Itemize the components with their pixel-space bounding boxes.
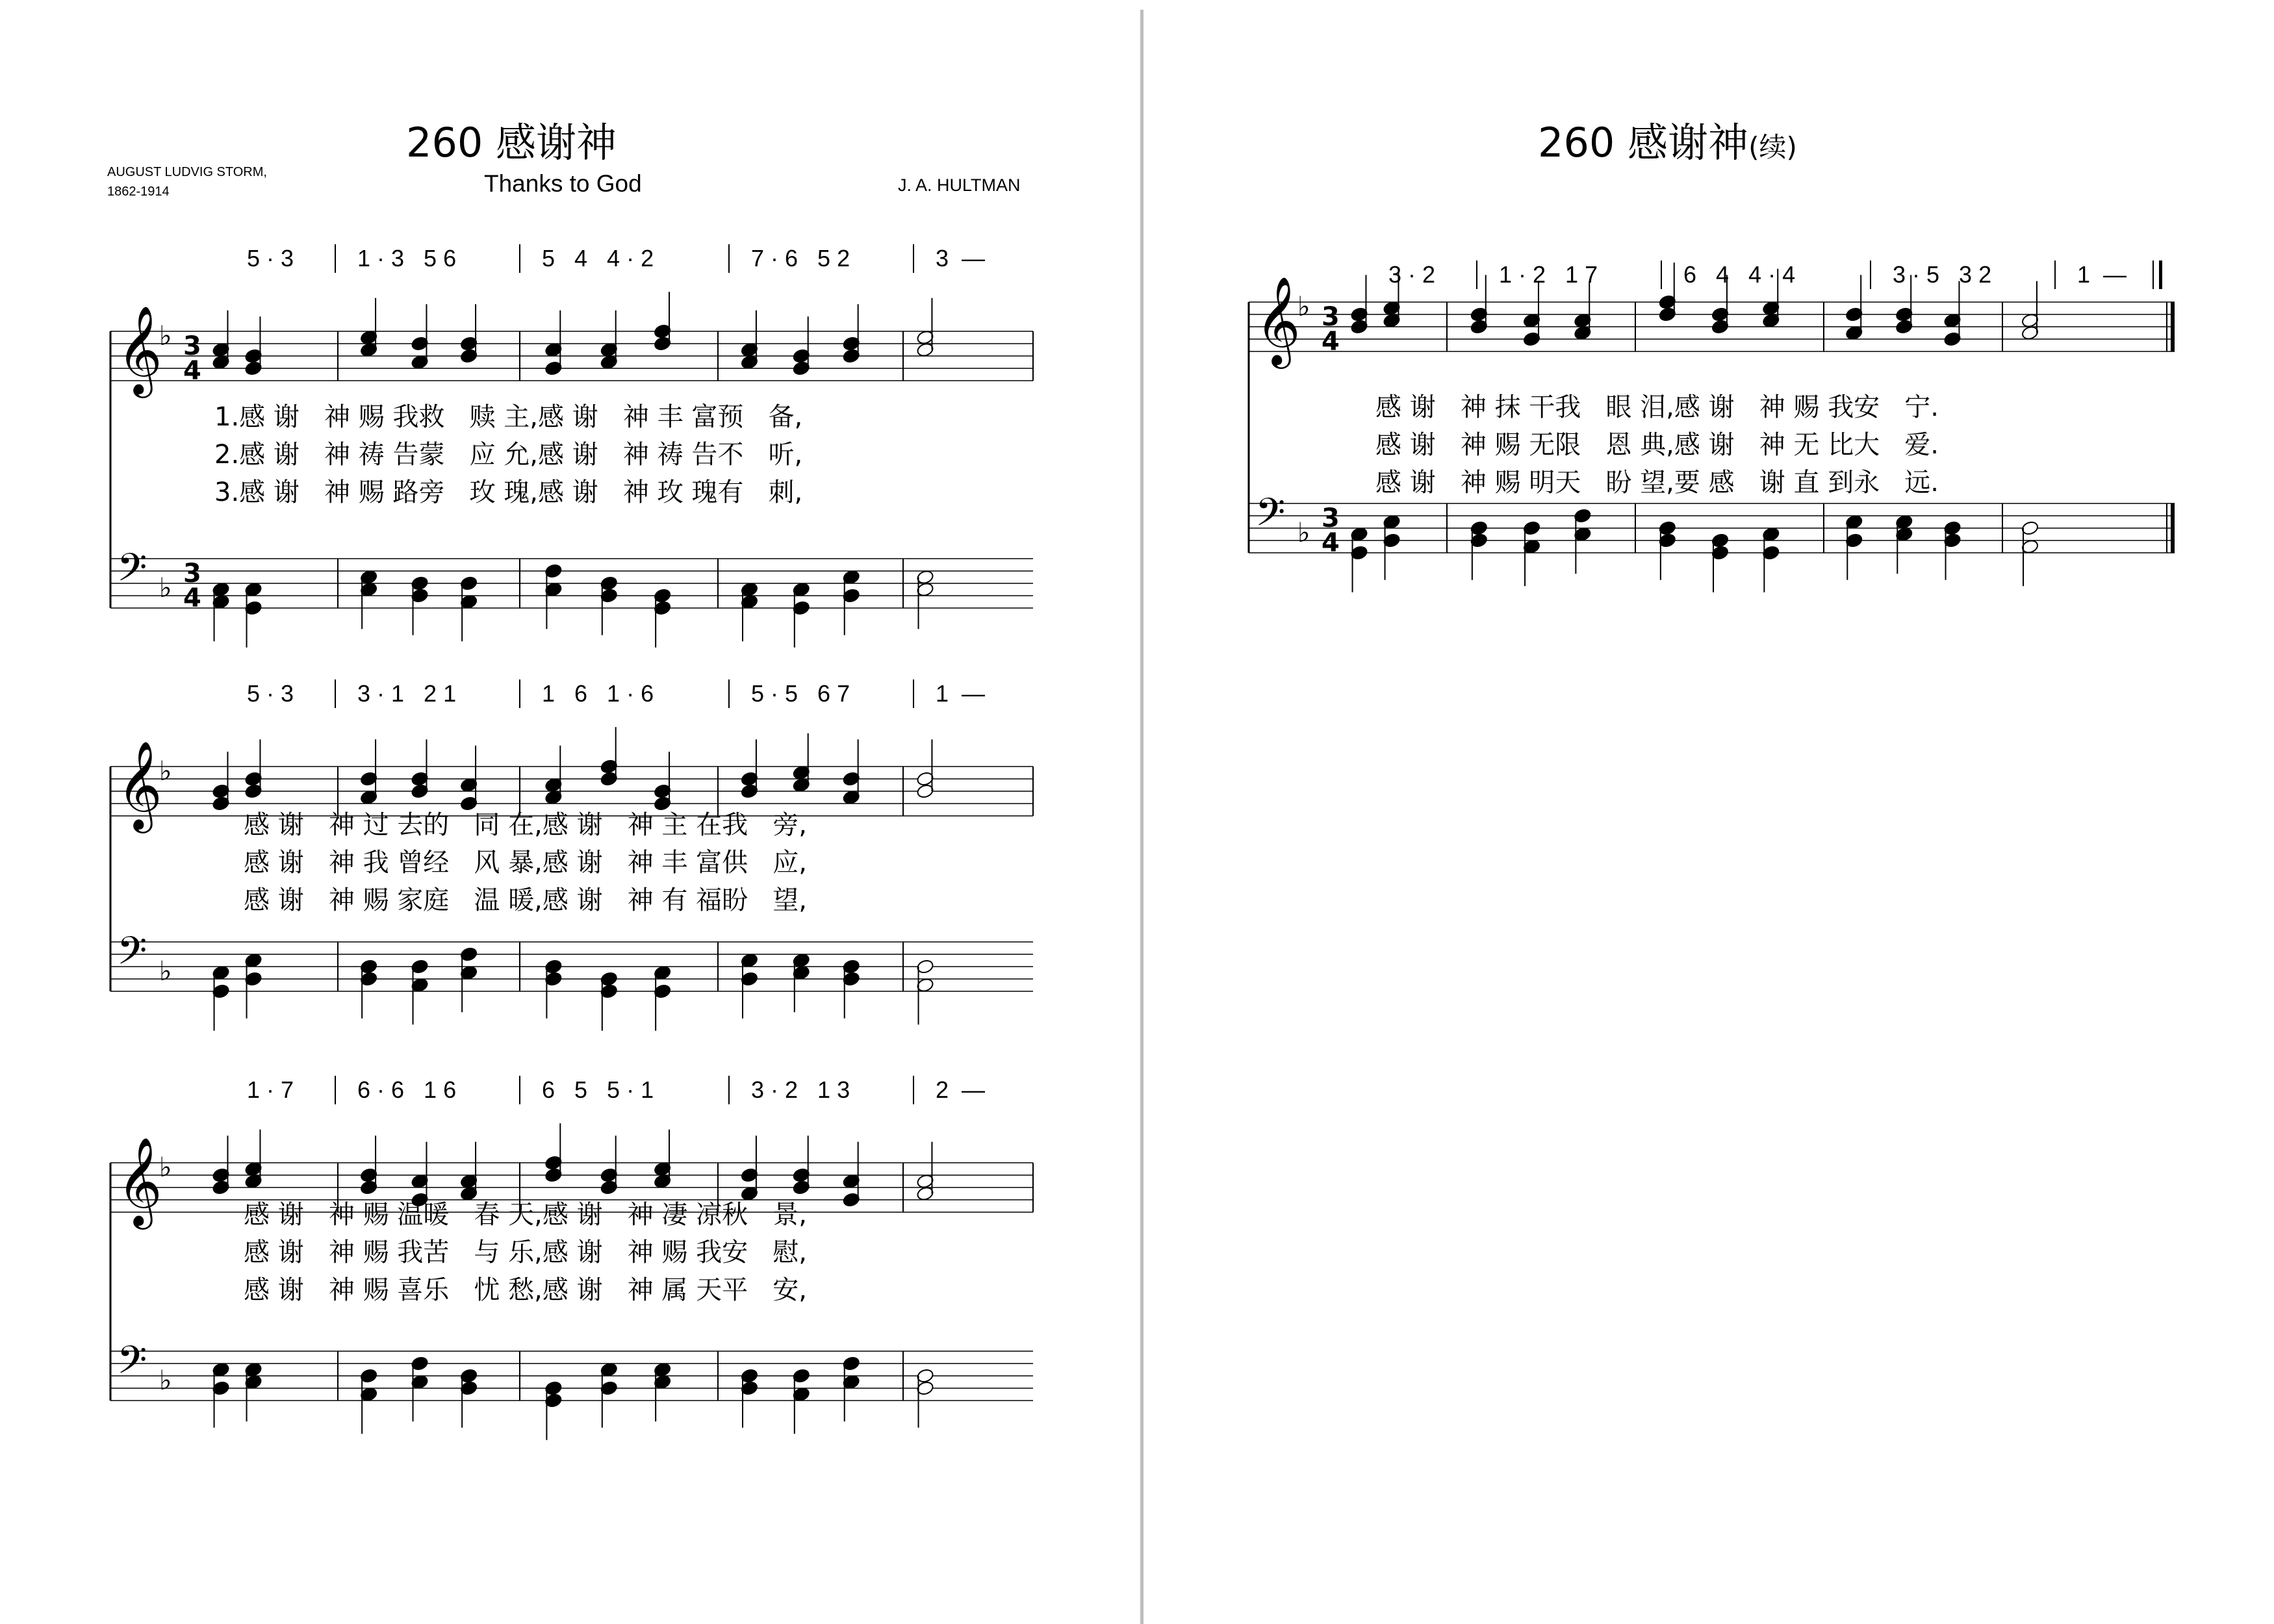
score-system-1 [0, 240, 1140, 630]
flat-icon: ♭ [1297, 290, 1310, 322]
jianpu-group: 3 — [936, 245, 986, 272]
jianpu-group: 5 · 5 6 7 [751, 680, 850, 707]
lyric-line-1: 1.感 谢 神 赐 我救 赎 主,感 谢 神 丰 富预 备, [214, 402, 803, 432]
lyric-line-2: 感 谢 神 赐 无限 恩 典,感 谢 神 无 比大 爱. [1375, 430, 1939, 460]
flat-icon: ♭ [159, 1364, 172, 1396]
time-signature: 3 [1322, 503, 1340, 534]
treble-clef-icon: 𝄞 [117, 305, 162, 394]
lyric-line-3: 感 谢 神 赐 明天 盼 望,要 感 谢 直 到永 远. [1375, 468, 1939, 498]
lyric-line-1: 感 谢 神 抹 干我 眼 泪,感 谢 神 赐 我安 宁. [1375, 392, 1939, 422]
arranger-credit: J. A. HULTMAN [898, 175, 1021, 195]
hymn-title [1538, 110, 1797, 168]
jianpu-group: 5 4 4 · 2 [542, 245, 654, 272]
treble-staff [0, 240, 1140, 630]
flat-icon: ♭ [1297, 516, 1310, 548]
flat-icon: ♭ [159, 571, 172, 603]
time-signature: 4 [183, 583, 201, 614]
hymn-title-text: 260 感谢神 [1538, 119, 1749, 166]
lyric-line-2: 感 谢 神 赐 我苦 与 乐,感 谢 神 赐 我安 慰, [244, 1237, 808, 1267]
treble-clef-icon: 𝄞 [117, 1136, 162, 1226]
treble-clef-icon: 𝄞 [117, 740, 162, 830]
hymn-title: 260 感谢神 [406, 119, 617, 166]
jianpu-group: 5 · 3 [247, 245, 294, 272]
lyric-line-2: 感 谢 神 我 曾经 风 暴,感 谢 神 丰 富供 应, [244, 848, 808, 878]
time-signature: 4 [1322, 528, 1340, 559]
jianpu-group: 3 · 1 2 1 [357, 680, 457, 707]
lyric-line-3: 感 谢 神 赐 喜乐 忧 愁,感 谢 神 属 天平 安, [244, 1275, 808, 1305]
lyric-line-2: 2.感 谢 神 祷 告蒙 应 允,感 谢 神 祷 告不 听, [214, 440, 803, 470]
flat-icon: ♭ [159, 319, 172, 351]
jianpu-group: 1 · 2 1 7 [1499, 261, 1598, 288]
time-signature: 4 [1322, 327, 1340, 357]
time-signature: 3 [183, 559, 201, 589]
score-system-3 [0, 1072, 1140, 1475]
jianpu-group: 1 6 1 · 6 [542, 680, 654, 707]
jianpu-group: 6 5 5 · 1 [542, 1076, 654, 1103]
jianpu-group: 6 4 4 · 4 [1683, 261, 1796, 288]
jianpu-group: 3 · 5 3 2 [1893, 261, 1992, 288]
jianpu-group: 3 · 2 1 3 [751, 1076, 850, 1103]
lyric-line-3: 3.感 谢 神 赐 路旁 玫 瑰,感 谢 神 玫 瑰有 刺, [214, 477, 803, 507]
jianpu-group: 1 — [936, 680, 986, 707]
lyric-line-3: 感 谢 神 赐 家庭 温 暖,感 谢 神 有 福盼 望, [244, 885, 808, 915]
jianpu-group: 5 · 3 [247, 680, 294, 707]
treble-clef-icon: 𝄞 [1255, 275, 1301, 365]
page-divider [1140, 10, 1143, 1624]
jianpu-group: 1 — [2077, 261, 2127, 288]
jianpu-group: 7 · 6 5 2 [751, 245, 850, 272]
jianpu-group: 1 · 3 5 6 [357, 245, 457, 272]
jianpu-group: 1 · 7 [247, 1076, 294, 1103]
composer-credit: AUGUST LUDVIG STORM, 1862-1914 [107, 165, 267, 199]
bass-clef-icon: 𝄢 [117, 1338, 147, 1393]
hymn-subtitle: Thanks to God [484, 170, 642, 197]
right-page [1145, 0, 2274, 1624]
time-signature: 3 [1322, 302, 1340, 333]
flat-icon: ♭ [159, 754, 172, 787]
score-system-2 [0, 676, 1140, 1065]
jianpu-group: 6 · 6 1 6 [357, 1076, 457, 1103]
lyric-line-1: 感 谢 神 赐 温暖 春 天,感 谢 神 凄 凉秋 景, [244, 1200, 808, 1230]
flat-icon: ♭ [159, 1150, 172, 1183]
score-system-1 [1145, 257, 2274, 620]
title-continued: (续) [1748, 131, 1797, 163]
time-signature: 3 [183, 331, 201, 362]
flat-icon: ♭ [159, 954, 172, 987]
jianpu-group: 2 — [936, 1076, 986, 1103]
lyric-line-1: 感 谢 神 过 去的 同 在,感 谢 神 主 在我 旁, [244, 810, 808, 840]
treble-staff [0, 1072, 1140, 1475]
bass-clef-icon: 𝄢 [117, 928, 147, 983]
bass-clef-icon: 𝄢 [117, 545, 147, 600]
jianpu-group: 3 · 2 [1388, 261, 1436, 288]
bass-clef-icon: 𝄢 [1255, 490, 1286, 545]
time-signature: 4 [183, 356, 201, 387]
